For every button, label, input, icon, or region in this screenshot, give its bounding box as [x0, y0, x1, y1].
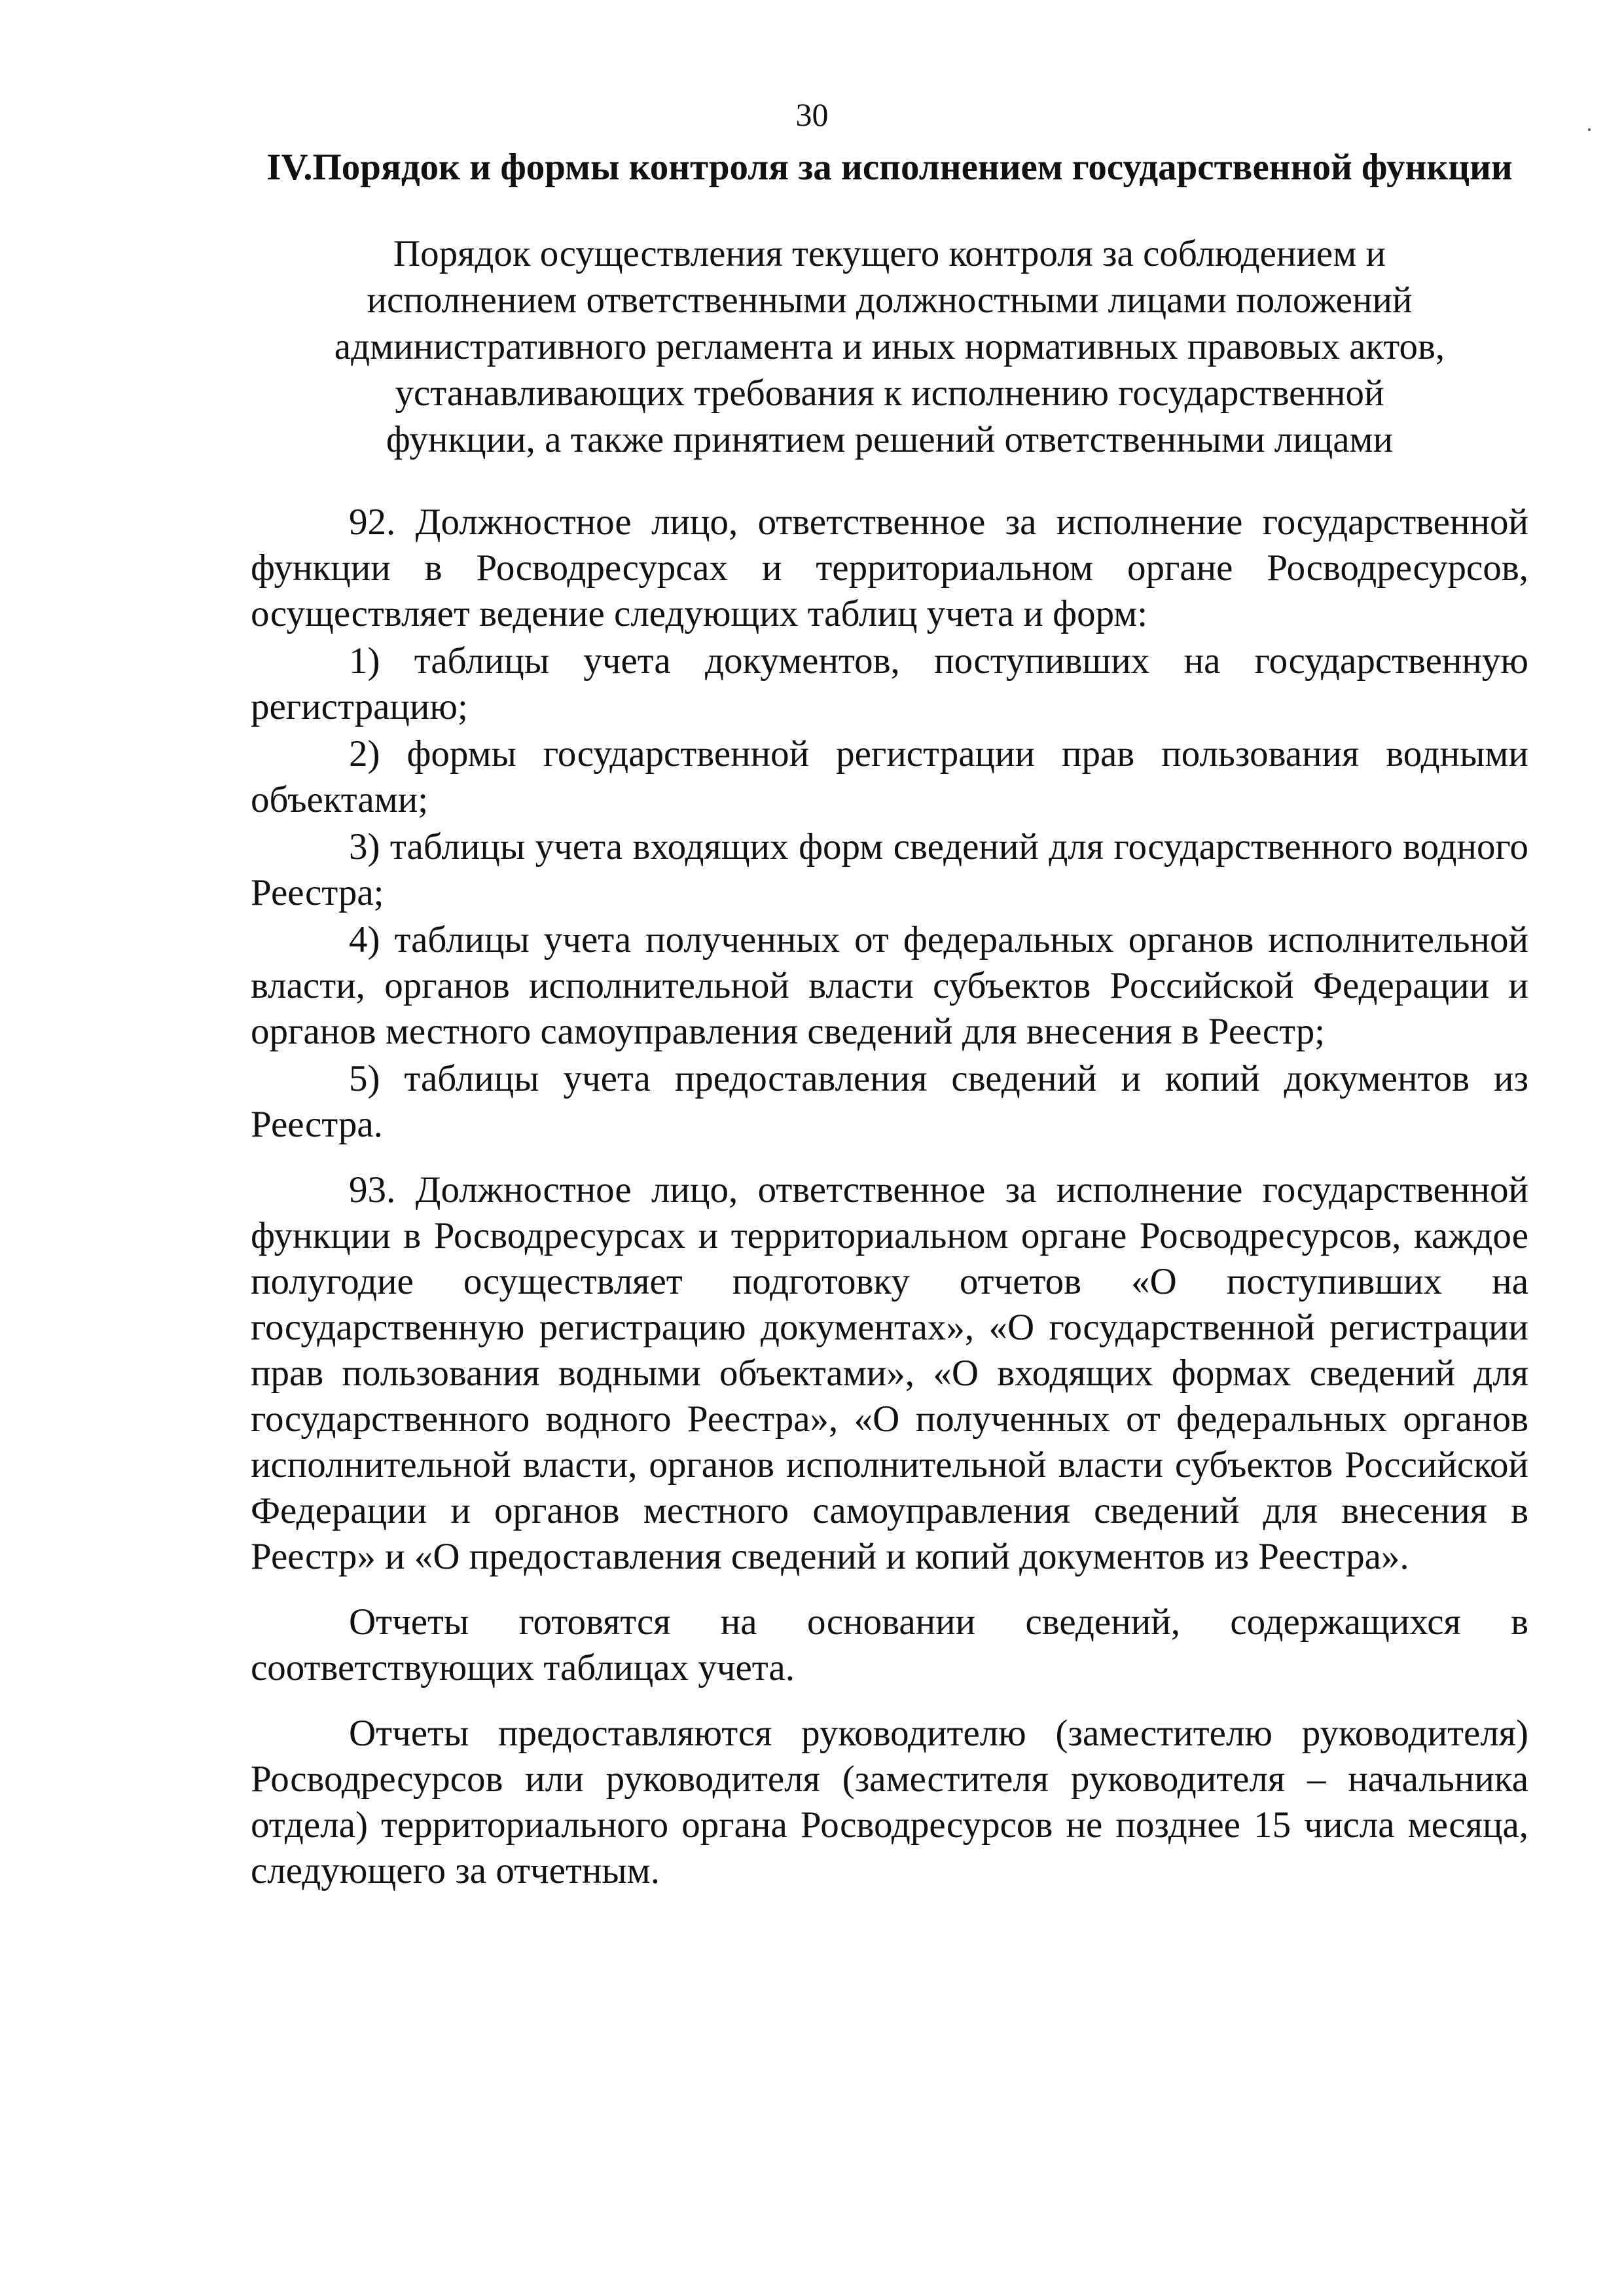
- list-item-5: 5) таблицы учета предоставления сведений и копий документов из Реестра.: [251, 1058, 1528, 1145]
- paragraph-92: 92. Должностное лицо, ответственное за исполнение государственной функции в Росводресурсах и территориальном органе Росводресурсов, осуществляет ведение следующих таблиц учета и форм:: [251, 501, 1528, 634]
- list-item-3: 3) таблицы учета входящих форм сведений для государственного водного Реестра;: [251, 826, 1528, 913]
- paragraph-reports-basis: Отчеты готовятся на основании сведений, содержащихся в соответствующих таблицах учета.: [251, 1601, 1528, 1688]
- section-title: IV.Порядок и формы контроля за исполнением государственной функции: [266, 147, 1513, 188]
- list-item-4: 4) таблицы учета полученных от федеральных органов исполнительной власти, органов исполнительной власти субъектов Российской Федерации и органов местного самоуправления сведений для внесения в Реестр;: [251, 919, 1528, 1052]
- subsection-title: Порядок осуществления текущего контроля за соблюдением и исполнением ответственными должностными лицами положений административного регламента и иных нормативных правовых актов, устанавливающих требования к исполнению государственной функции, а также принятием решений ответственными лицами: [334, 233, 1445, 460]
- paragraph-reports-submission: Отчеты предоставляются руководителю (заместителю руководителя) Росводресурсов или руководителя (заместителя руководителя – начальника отдела) территориального органа Росводресурсов не позднее 15 числа месяца, следующего за отчетным.: [251, 1713, 1528, 1891]
- list-item-2: 2) формы государственной регистрации прав пользования водными объектами;: [251, 733, 1528, 820]
- page-content: [251, 144, 1528, 1894]
- paragraph-93: 93. Должностное лицо, ответственное за исполнение государственной функции в Росводресурсах и территориальном органе Росводресурсов, каждое полугодие осуществляет подготовку отчетов «О поступивших на государственную регистрацию документах», «О государственной регистрации прав пользования водными объектами», «О входящих формах сведений для государственного водного Реестра», «О полученных от федеральных органов исполнительной власти, органов исполнительной власти субъектов Российской Федерации и органов местного самоуправления сведений для внесения в Реестр» и «О предоставления сведений и копий документов из Реестра».: [251, 1169, 1528, 1577]
- list-item-1: 1) таблицы учета документов, поступивших на государственную регистрацию;: [251, 640, 1528, 727]
- scan-speck: [1588, 128, 1591, 131]
- page-number: 30: [795, 96, 829, 133]
